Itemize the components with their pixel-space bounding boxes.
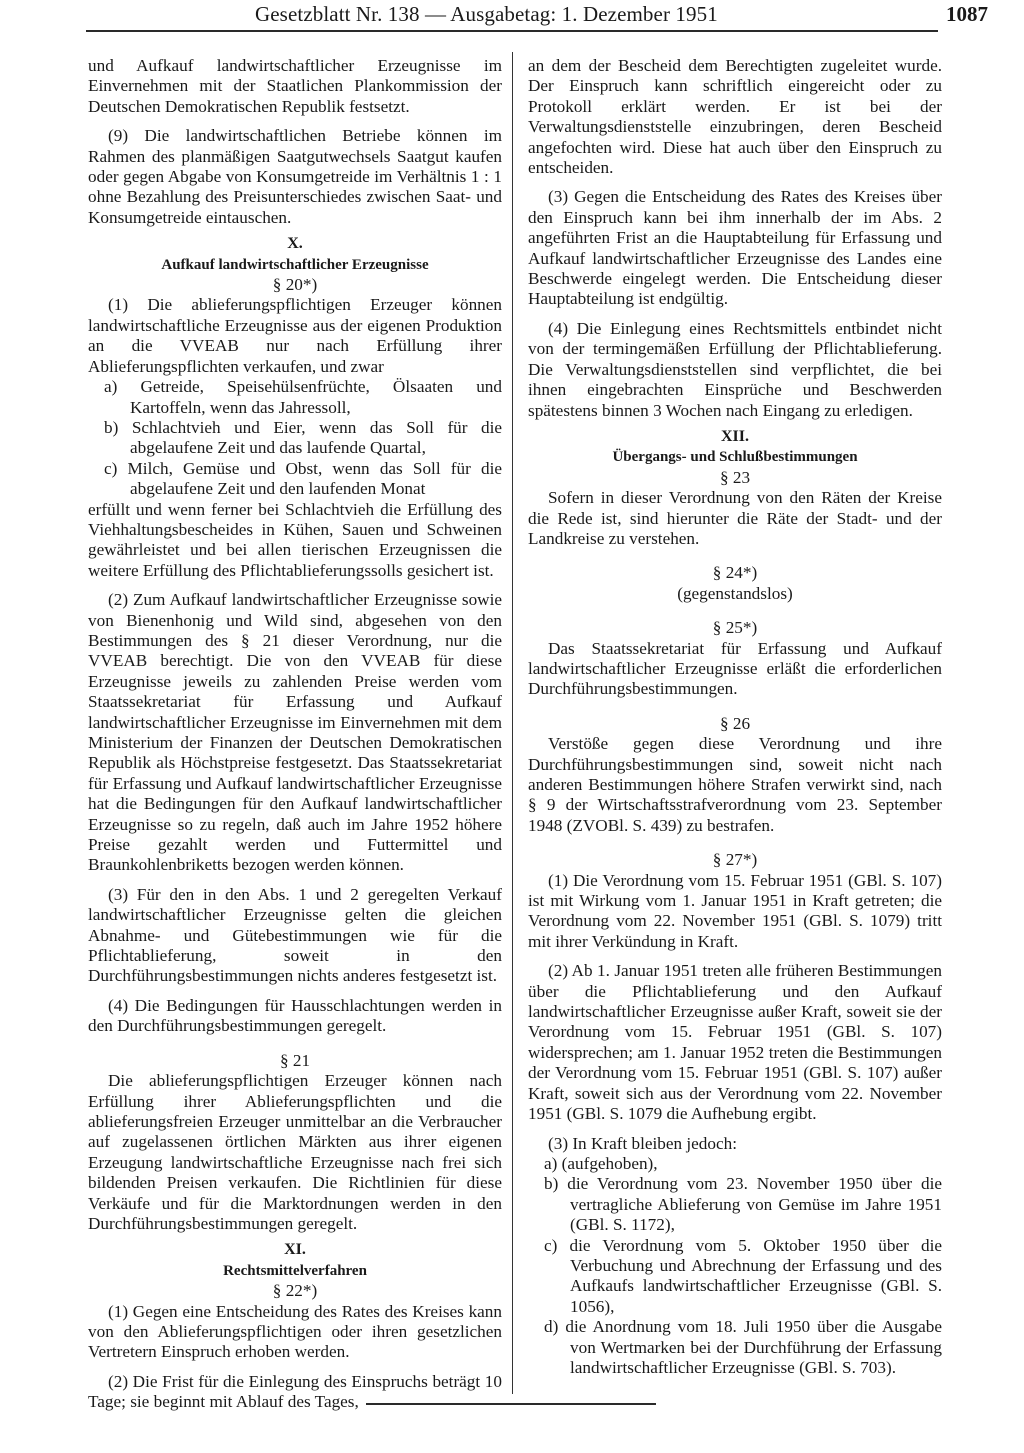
list-item: a) Getreide, Speisehülsenfrüchte, Ölsaaten und Kartoffeln, wenn das Jahressoll, <box>104 377 502 417</box>
section-heading: § 20*) <box>272 275 318 295</box>
chapter-heading: X. <box>287 235 303 253</box>
header-title: Gesetzblatt Nr. 138 — Ausgabetag: 1. Dezember 1951 <box>255 2 718 26</box>
chapter-heading: XI. <box>284 1241 306 1259</box>
list-item: b) die Verordnung vom 23. November 1950 über die vertragliche Ablieferung von Gemüse im Jahre 1951 (GBl. S. 1172), <box>544 1174 942 1235</box>
paragraph: (4) Die Einlegung eines Rechtsmittels entbindet nicht von der termingemäßen Erfüllung der Pflichtablieferung. Die Verwaltungsdienststellen sind verpflichtet, die bei ihnen eingebrachten Einsprüche und Beschwerden spätestens binnen 3 Wochen nach Eingang zu erledigen. <box>528 318 942 420</box>
paragraph: (2) Ab 1. Januar 1951 treten alle früheren Bestimmungen über die Pflichtablieferung und den Aufkauf landwirtschaftlicher Erzeugnisse außer Kraft, soweit sie der Verordnung vom 15. Februar 1951 (GBl. S. 107) widersprechen; am 1. Januar 1952 treten die Bestimmungen der Verordnung vom 15. Februar 1951 (GBl. S. 107) außer Kraft, soweit sich aus der Verordnung vom 22. November 1951 (GBl. S. 1079 die Aufhebung ergibt. <box>528 961 942 1124</box>
list-item: b) Schlachtvieh und Eier, wenn das Soll für die abgelaufene Zeit und das laufende Quartal, <box>104 417 502 458</box>
column-divider <box>512 52 513 1394</box>
section-heading: § 27*) <box>712 850 758 870</box>
paragraph: (1) Die Verordnung vom 15. Februar 1951 (GBl. S. 107) ist mit Wirkung vom 1. Januar 1951 in Kraft getreten; die Verordnung vom 22. November 1951 (GBl. S. 1079) tritt mit ihrer Verkündung in Kraft. <box>528 870 942 951</box>
chapter-heading: Aufkauf landwirtschaftlicher Erzeugnisse <box>161 256 429 273</box>
paragraph: Das Staatssekretariat für Erfassung und Aufkauf landwirtschaftlicher Erzeugnisse erläßt die erforderlichen Durchführungsbestimmungen. <box>528 638 942 699</box>
list-item: d) die Anordnung vom 18. Juli 1950 über die Ausgabe von Wertmarken bei der Durchführung der Erfassung landwirtschaftlicher Erzeugnisse (GBl. S. 703). <box>544 1317 942 1377</box>
paragraph: (1) Gegen eine Entscheidung des Rates des Kreises kann von den Ablieferungspflichtigen oder ihren gesetzlichen Vertretern Einspruch erhoben werden. <box>88 1301 502 1362</box>
footer-rule <box>366 1403 656 1405</box>
paragraph: und Aufkauf landwirtschaftlicher Erzeugnisse im Einvernehmen mit der Staatlichen Plankommission der Deutschen Demokratischen Republik festsetzt. <box>88 56 502 116</box>
paragraph: (4) Die Bedingungen für Hausschlachtungen werden in den Durchführungsbestimmungen geregelt. <box>88 995 502 1036</box>
paragraph: erfüllt und wenn ferner bei Schlachtvieh die Erfüllung des Viehhaltungsbescheides in Kühen, Sauen und Schweinen gewährleistet und bei allen tierischen Erzeugnissen die weitere Erfüllung des Pflichtablieferungssolls gesichert ist. <box>88 499 502 580</box>
section-heading: § 25*) <box>712 618 758 638</box>
list-item: c) die Verordnung vom 5. Oktober 1950 über die Verbuchung und Abrechnung der Erfassung und des Aufkaufs landwirtschaftlicher Erzeugnisse (GBl. S. 1056), <box>544 1235 942 1316</box>
paragraph: Die ablieferungspflichtigen Erzeuger können nach Erfüllung ihrer Ablieferungspflichten und die ablieferungsfreien Erzeuger unmittelbar an die Verbraucher auf zugelassenen örtlichen Märkten aus ihrer eigenen Erzeugung landwirtschaftliche Erzeugnisse nach frei sich bildenden Preisen verkaufen. Die Richtlinien für diese Verkäufe und für die Marktordnungen werden in den Durchführungsbestimmungen geregelt. <box>88 1071 502 1233</box>
paragraph: (1) Die ablieferungspflichtigen Erzeuger können landwirtschaftliche Erzeugnisse aus der eigenen Produktion an die VVEAB nur nach Erfüllung ihrer Ablieferungspflichten verkaufen, und zwar <box>88 295 502 376</box>
paragraph: an dem der Bescheid dem Berechtigten zugeleitet wurde. Der Einspruch kann schriftlich eingereicht oder zu Protokoll erklärt werden. Er ist bei der Verwaltungsdienststelle einzubringen, deren Bescheid angefochten wird. Diese hat auch über den Einspruch zu entscheiden. <box>528 56 942 178</box>
paragraph: (3) Für den in den Abs. 1 und 2 geregelten Verkauf landwirtschaftlicher Erzeugnisse gelten die gleichen Abnahme- und Gütebestimmungen wie für die Pflichtablieferung, soweit in den Durchführungsbestimmungen nichts anderes festgesetzt ist. <box>88 884 502 986</box>
section-heading: § 21 <box>279 1050 311 1070</box>
section-heading: § 23 <box>719 467 751 487</box>
section-heading: (gegenstandslos) <box>677 583 793 603</box>
section-heading: § 22*) <box>272 1281 318 1301</box>
header-rule <box>86 30 938 32</box>
section-heading: § 24*) <box>712 563 758 583</box>
paragraph: (3) In Kraft bleiben jedoch: <box>548 1133 737 1153</box>
paragraph: Verstöße gegen diese Verordnung und ihre Durchführungsbestimmungen sind, soweit nicht nach anderen Bestimmungen höhere Strafen verwirkt sind, nach § 9 der Wirtschaftsstrafverordnung vom 23. September 1948 (ZVOBl. S. 439) zu bestrafen. <box>528 734 942 835</box>
page-number: 1087 <box>946 2 988 26</box>
paragraph: (9) Die landwirtschaftlichen Betriebe können im Rahmen des planmäßigen Saatgutwechsels Saatgut kaufen oder gegen Abgabe von Konsumgetreide im Verhältnis 1 : 1 ohne Bezahlung des Preisunterschiedes zwischen Saat- und Konsumgetreide eintauschen. <box>88 126 502 227</box>
chapter-heading: Rechtsmittelverfahren <box>223 1262 367 1279</box>
paragraph: Sofern in dieser Verordnung von den Räten der Kreise die Rede ist, sind hierunter die Räte der Stadt- und der Landkreise zu verstehen. <box>528 488 942 548</box>
right-column <box>528 56 942 1378</box>
page-header <box>0 0 1024 32</box>
list-item: a) (aufgehoben), <box>544 1153 658 1173</box>
paragraph: (2) Zum Aufkauf landwirtschaftlicher Erzeugnisse sowie von Bienenhonig und Wild sind, abgesehen von den Bestimmungen des § 21 dieser Verordnung, nur die VVEAB berechtigt. Die von den VVEAB für diese Erzeugnisse jeweils zu zahlenden Preise werden vom Staatssekretariat für Erfassung und Aufkauf landwirtschaftlicher Erzeugnisse im Einvernehmen mit dem Ministerium der Finanzen der Deutschen Demokratischen Republik als Höchstpreise festgesetzt. Das Staatssekretariat für Erfassung und Aufkauf landwirtschaftlicher Erzeugnisse hat die Bedingungen für den Aufkauf landwirtschaftlicher Erzeugnisse so zu regeln, daß auch im Jahre 1952 höhere Preise gezahlt werden und Futtermittel und Braunkohlenbriketts bezogen werden können. <box>88 590 502 875</box>
paragraph: (3) Gegen die Entscheidung des Rates des Kreises über den Einspruch kann bei ihm innerhalb der im Abs. 2 angeführten Frist an die Hauptabteilung für Erfassung und Aufkauf landwirtschaftlicher Erzeugnisse des Landes eine Beschwerde eingelegt werden. Die Entscheidung dieser Hauptabteilung ist endgültig. <box>528 187 942 309</box>
list-item: c) Milch, Gemüse und Obst, wenn das Soll für die abgelaufene Zeit und den laufenden Monat <box>104 458 502 499</box>
chapter-heading: XII. <box>720 427 749 445</box>
chapter-heading: Übergangs- und Schlußbestimmungen <box>612 449 858 466</box>
section-heading: § 26 <box>719 713 751 733</box>
left-column <box>88 56 502 1413</box>
paragraph: (2) Die Frist für die Einlegung des Einspruchs beträgt 10 Tage; sie beginnt mit Ablauf des Tages, <box>88 1371 502 1412</box>
